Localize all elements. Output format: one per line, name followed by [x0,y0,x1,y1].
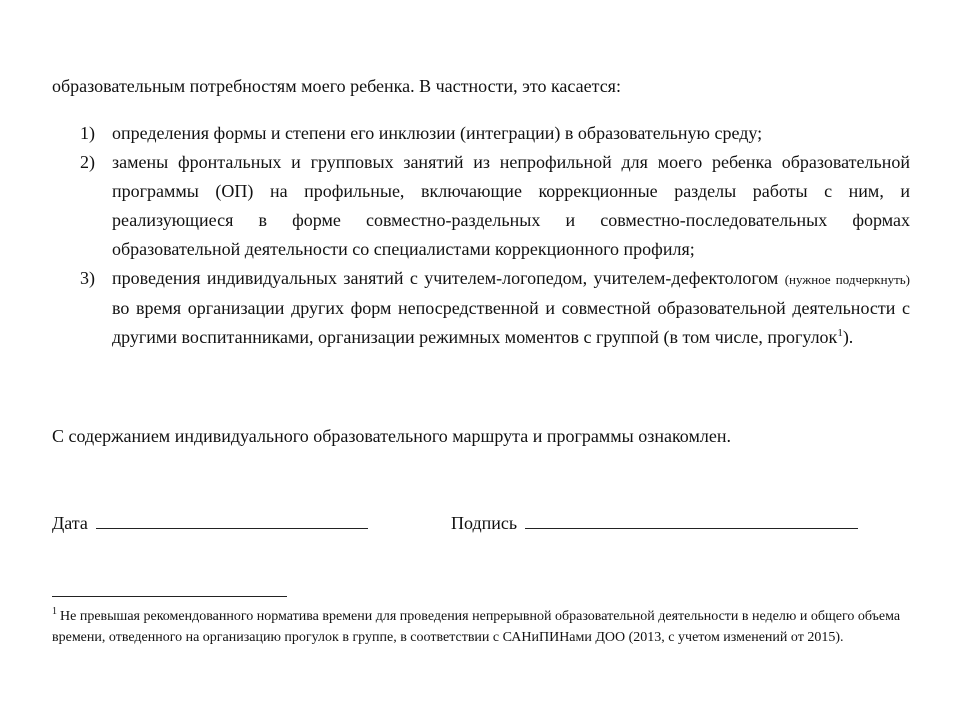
footnote-separator [52,596,287,597]
date-label: Дата [52,513,88,533]
footnote-reference: 1 [837,327,843,339]
list-text-3-after: во время организации других форм непосредственной и совместной образовательной деятельности с другими воспитанниками, организации режимных моментов с группой (в том числе, прогулок [112,298,910,347]
list-number-2: 2) [80,152,95,172]
list-text-2: замены фронтальных и групповых занятий из непрофильной для моего ребенка образовательной программы (ОП) на профильные, включающие коррекционные разделы работы с ним, и реализующиеся в форме совместно-раздельных и совместно-последовательных формах образовательной деятельности со специалистами коррекционного профиля; [112,152,910,259]
footnote [52,606,910,648]
signature-blank-line[interactable] [525,510,858,529]
date-field [52,510,368,535]
numbered-list [52,119,910,352]
list-text-3-before: проведения индивидуальных занятий с учителем-логопедом, учителем-дефектологом [112,268,785,288]
inline-note: (нужное подчеркнуть) [784,272,911,287]
footnote-mark: 1 [52,606,57,618]
list-number-1: 1) [80,123,95,143]
list-text-3-end: ). [842,327,854,347]
list-text-1: определения формы и степени его инклюзии (интеграции) в образовательную среду; [112,123,763,143]
footnote-text: Не превышая рекомендованного норматива времени для проведения непрерывной образовательной деятельности в неделю и общего объема времени, отведенного на организацию прогулок в группе, в соответствии с САНиПИНами ДОО (2013, с учетом изменений от 2015). [52,609,901,645]
list-item-2 [52,148,910,264]
signature-field [451,510,858,535]
intro-text: образовательным потребностям моего ребенка. В частности, это касается: [52,76,621,96]
list-item-3 [52,264,910,352]
signature-label: Подпись [451,513,518,533]
date-blank-line[interactable] [96,510,368,529]
acknowledgement-text: С содержанием индивидуального образовательного маршрута и программы ознакомлен. [52,426,731,446]
list-item-1 [52,119,910,148]
list-number-3: 3) [80,268,95,288]
